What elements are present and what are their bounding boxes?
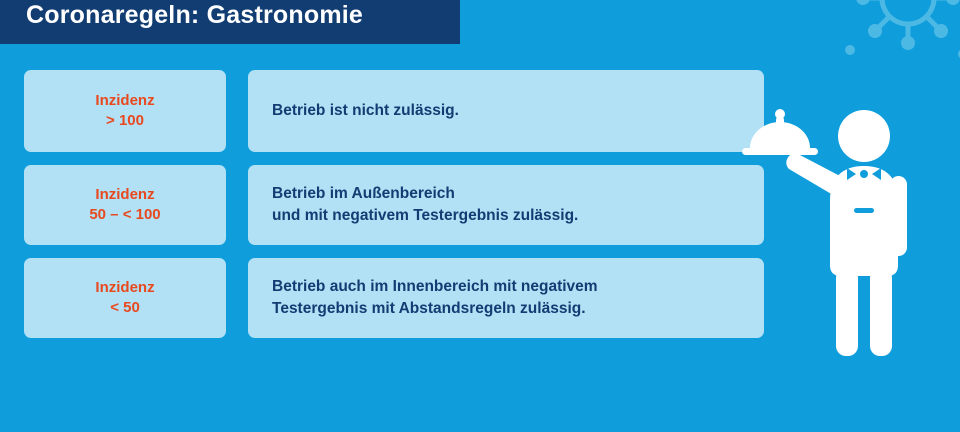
table-row [24,258,764,338]
rule-line: Betrieb auch im Innenbereich mit negativem [272,278,598,295]
title-banner [0,0,460,44]
incidence-value: 50 – < 100 [89,206,161,223]
rule-box [248,258,764,338]
rules-list [24,70,764,351]
rule-box [248,70,764,152]
table-row [24,165,764,245]
rule-text [272,276,598,320]
rule-text [272,100,459,122]
rule-line: und mit negativem Testergebnis zulässig. [272,207,579,224]
incidence-box [24,165,226,245]
incidence-box [24,70,226,152]
rule-box [248,165,764,245]
incidence-label: Inzidenz [95,91,155,109]
waiter-with-tray-icon [742,104,932,362]
rule-text [272,183,578,227]
rule-line: Betrieb im Außenbereich [272,185,455,202]
incidence-box [24,258,226,338]
incidence-value: > 100 [106,112,144,129]
page-title: Coronaregeln: Gastronomie [26,0,363,29]
table-row [24,70,764,152]
rule-line: Betrieb ist nicht zulässig. [272,102,459,119]
incidence-label: Inzidenz [95,278,155,296]
incidence-value: < 50 [110,299,140,316]
virus-icon [822,0,960,84]
incidence-label: Inzidenz [95,185,155,203]
rule-line: Testergebnis mit Abstandsregeln zulässig. [272,300,586,317]
